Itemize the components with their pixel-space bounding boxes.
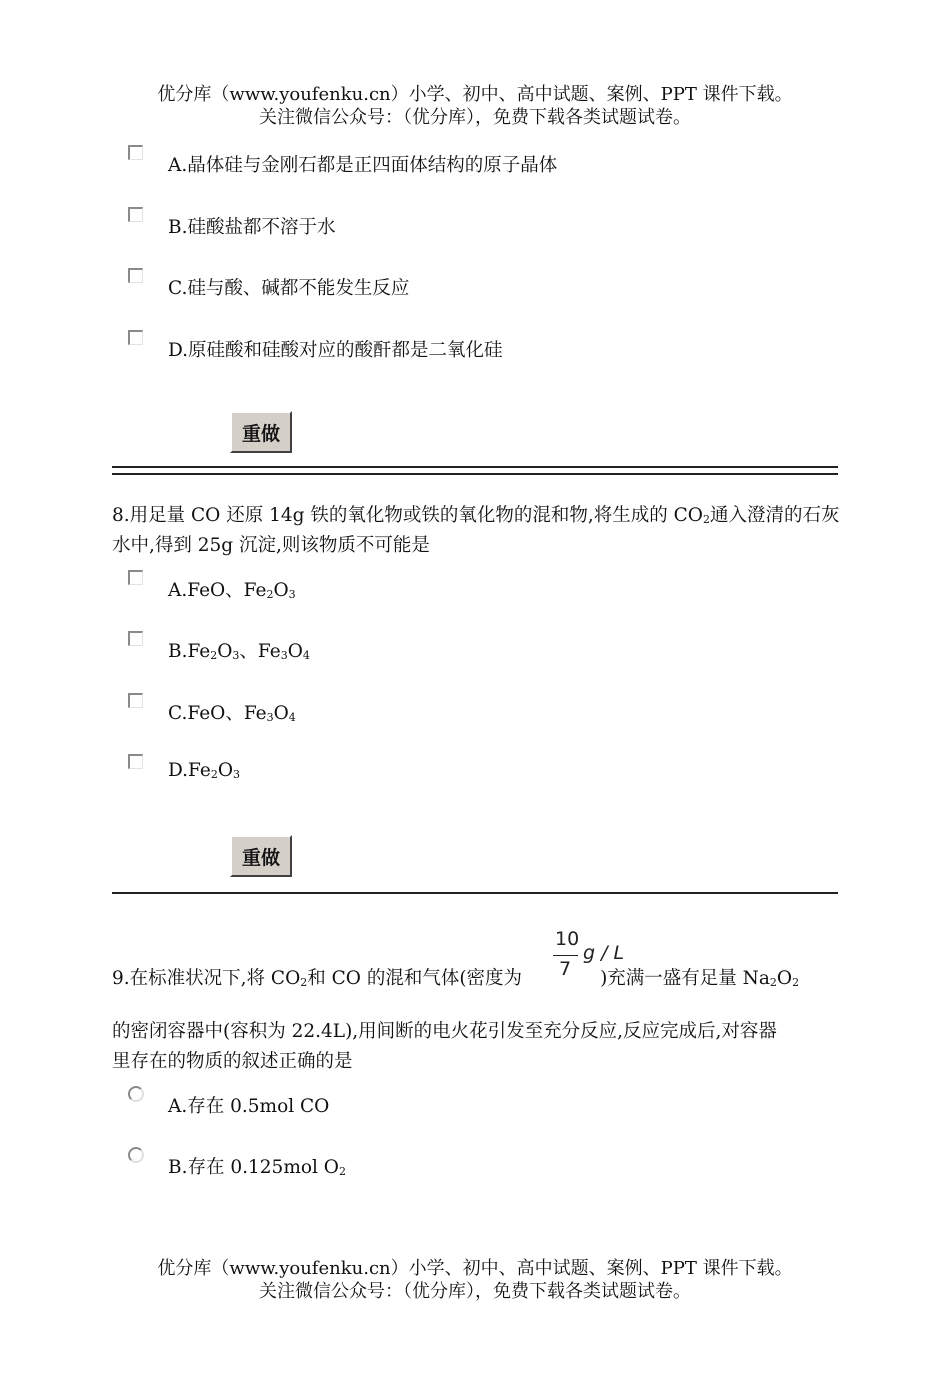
header-line-1: 优分库（www.youfenku.cn）小学、初中、高中试题、案例、PPT 课件下载。 bbox=[157, 84, 793, 105]
checkbox[interactable] bbox=[128, 693, 143, 708]
checkbox[interactable] bbox=[128, 754, 143, 769]
footer-line-2: 关注微信公众号：（优分库），免费下载各类试题试卷。 bbox=[259, 1281, 691, 1302]
radio-button[interactable] bbox=[128, 1086, 144, 1102]
checkbox[interactable] bbox=[128, 207, 143, 222]
checkbox[interactable] bbox=[128, 268, 143, 283]
q9-question-line-3: 里存在的物质的叙述正确的是 bbox=[112, 1051, 353, 1072]
option-label: C.FeO、$Fe_3O_4$ bbox=[168, 703, 296, 724]
q7-redo-button[interactable]: 重做 bbox=[230, 411, 292, 453]
fraction-unit: g / L bbox=[583, 942, 625, 964]
section-divider bbox=[112, 892, 838, 894]
option-label: B.硅酸盐都不溶于水 bbox=[168, 217, 336, 238]
option-label: A.存在 0.5mol CO bbox=[168, 1096, 330, 1117]
fraction-numerator: 10 bbox=[555, 928, 580, 950]
page-header bbox=[0, 83, 950, 129]
q8-question-text: 8.用足量 CO 还原 14g 铁的氧化物或铁的氧化物的混和物,将生成的 $CO_2$通入澄清的石灰水中,得到 25g 沉淀,则该物质不可能是 bbox=[112, 505, 840, 556]
fraction-bar bbox=[553, 955, 578, 956]
checkbox[interactable] bbox=[128, 570, 143, 585]
option-label: B.存在 0.125mol $O_2$ bbox=[168, 1157, 346, 1178]
section-divider bbox=[112, 466, 838, 475]
q9-question-line-2: 的密闭容器中(容积为 22.4L),用间断的电火花引发至充分反应,反应完成后,对容器 bbox=[112, 1021, 777, 1042]
radio-button[interactable] bbox=[128, 1147, 144, 1163]
option-label: A.晶体硅与金刚石都是正四面体结构的原子晶体 bbox=[168, 155, 558, 176]
fraction-denominator: 7 bbox=[559, 958, 572, 980]
density-fraction bbox=[553, 928, 633, 986]
option-label: $D.Fe_2O_3$ bbox=[168, 760, 240, 781]
option-label: C.硅与酸、碱都不能发生反应 bbox=[168, 278, 410, 299]
page-footer bbox=[0, 1257, 950, 1303]
option-label: D.原硅酸和硅酸对应的酸酐都是二氧化硅 bbox=[168, 340, 503, 361]
option-label: $B.Fe_2O_3$、$Fe_3O_4$ bbox=[168, 641, 310, 662]
q9-question-line-1: 9.在标准状况下,将 $CO_2$和 CO 的混和气体(密度为 )充满一盛有足量 $Na_2O_2$ bbox=[112, 968, 800, 989]
checkbox[interactable] bbox=[128, 631, 143, 646]
header-line-2: 关注微信公众号：（优分库），免费下载各类试题试卷。 bbox=[259, 107, 691, 128]
option-label: A.FeO、$Fe_2O_3$ bbox=[168, 580, 296, 601]
checkbox[interactable] bbox=[128, 330, 143, 345]
q8-redo-button[interactable]: 重做 bbox=[230, 835, 292, 877]
checkbox[interactable] bbox=[128, 145, 143, 160]
footer-line-1: 优分库（www.youfenku.cn）小学、初中、高中试题、案例、PPT 课件下载。 bbox=[157, 1258, 793, 1279]
